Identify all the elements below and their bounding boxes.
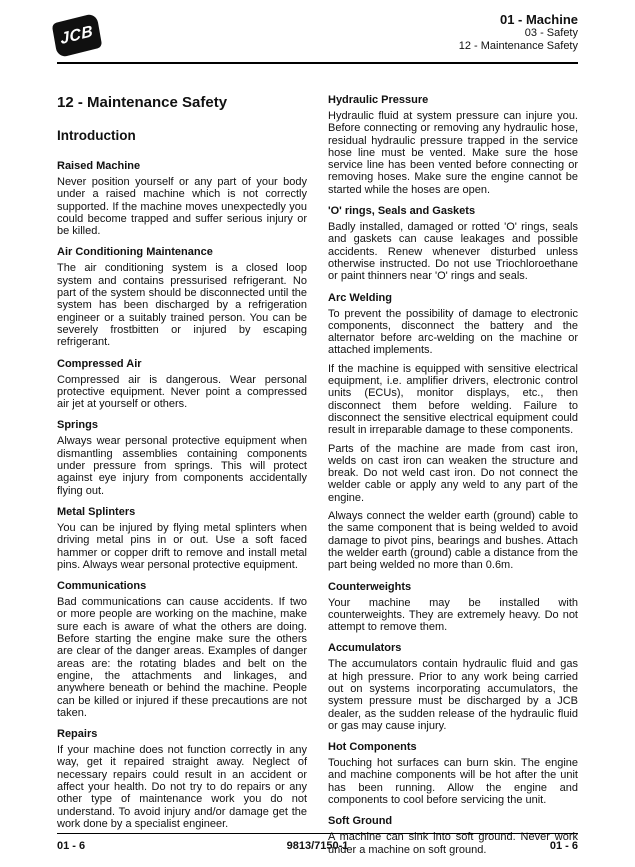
jcb-logo [55, 19, 115, 52]
section-paragraph: The air conditioning system is a closed loop system and contains pressurised refrigerant. No part of the system should be disconnected until the system has been discharged by a refrigeration engineer or a suitably trained person. You can be severely frostbitten or injured by escaping refrigerant. [57, 262, 307, 349]
intro-heading: Introduction [57, 128, 136, 143]
header-section: 03 - Safety [524, 27, 578, 39]
section-paragraph: Badly installed, damaged or rotted 'O' rings, seals and gaskets can cause leakages and possible accidents. Renew whenever disturbed unless otherwise instructed. Do not use Triochloroethane or paint thinners near 'O' rings and seals. [328, 221, 578, 283]
jcb-logo-shape [53, 14, 101, 57]
page-header [57, 12, 578, 62]
section-paragraph: The accumulators contain hydraulic fluid and gas at high pressure. Prior to any work being carried out on systems incorporating accumulators, the system pressure must be discharged by a JCB dealer, as the sudden release of the hydraulic fluid or gas may cause injury. [328, 658, 578, 732]
section-paragraph: If your machine does not function correctly in any way, get it repaired straight away. Neglect of necessary repairs could result in an accident or affect your health. Do not try to do repairs or any other type of maintenance work you do not understand. To avoid injury and/or damage get the work done by a specialist engineer. [57, 744, 307, 830]
section-arc-welding [328, 292, 578, 572]
section-heading: Springs [57, 419, 98, 432]
section-heading: Communications [57, 580, 147, 593]
section-heading: Soft Ground [328, 815, 393, 828]
section-heading: Counterweights [328, 580, 412, 593]
header-chapter: 01 - Machine [499, 12, 578, 27]
section-o-rings-seals-gaskets [328, 205, 578, 282]
section-paragraph: To prevent the possibility of damage to electronic components, disconnect the battery and the alternator before arc-welding on the machine or attached implements. [328, 307, 578, 357]
document-body [57, 94, 578, 862]
section-heading: Metal Splinters [57, 505, 136, 518]
section-air-conditioning-maintenance [57, 246, 307, 348]
section-heading: Compressed Air [57, 357, 142, 370]
page-title: 12 - Maintenance Safety [57, 94, 228, 111]
header-subsection: 12 - Maintenance Safety [458, 40, 578, 52]
header-divider [57, 62, 578, 64]
left-column [57, 94, 307, 862]
section-paragraph: You can be injured by flying metal splinters when driving metal pins in or out. Use a soft faced hammer or copper drift to remove and install metal pins. Always wear personal protective equipment. [57, 521, 307, 571]
section-paragraph: Compressed air is dangerous. Wear personal protective equipment. Never point a compressed air jet at yourself or others. [57, 373, 307, 411]
section-paragraph: Bad communications can cause accidents. If two or more people are working on the machine, make sure each is aware of what the others are doing. Before starting the engine make sure the others are clear of the danger areas. Examples of danger areas are: the rotating blades and belt on the engine, the attachments and linkages, and anywhere beneath or behind the machine. People can be killed or injured if these precautions are not taken. [57, 596, 307, 719]
section-heading: Accumulators [328, 642, 402, 655]
section-hot-components [328, 741, 578, 806]
section-accumulators [328, 642, 578, 732]
section-heading: Raised Machine [57, 160, 141, 172]
section-heading: Arc Welding [328, 291, 392, 304]
section-paragraph: Never position yourself or any part of your body under a raised machine which is not correctly supported. If the machine moves unexpectedly you could become trapped and suffer serious injury or be killed. [57, 176, 307, 238]
section-heading: Air Conditioning Maintenance [57, 246, 213, 259]
section-springs [57, 419, 307, 496]
section-hydraulic-pressure [328, 94, 578, 196]
jcb-logo-text: JCB [59, 22, 95, 48]
section-heading: Repairs [57, 728, 98, 741]
section-metal-splinters [57, 506, 307, 571]
section-heading: 'O' rings, Seals and Gaskets [328, 205, 476, 218]
right-column [328, 94, 578, 862]
section-paragraph: A machine can sink into soft ground. Never work under a machine on soft ground. [328, 831, 578, 856]
header-breadcrumb [459, 12, 578, 53]
footer-publication-number: 9813/7150-1 [286, 840, 349, 852]
section-paragraph: Hydraulic fluid at system pressure can injure you. Before connecting or removing any hydraulic hose, residual hydraulic pressure trapped in the service hose line must be vented. Make sure the hose service line has been vented before connecting or removing hoses. Make sure the engine cannot be started while the hoses are open. [328, 110, 578, 196]
section-paragraph: Always wear personal protective equipment when dismantling assemblies containing components under pressure from springs. This will protect against eye injury from components accidentally flying out. [57, 435, 307, 497]
section-raised-machine [57, 160, 307, 237]
section-paragraph: Touching hot surfaces can burn skin. The engine and machine components will be hot after the unit has been running. Allow the engine and components to cool before servicing the unit. [328, 757, 578, 807]
section-compressed-air [57, 358, 307, 411]
section-repairs [57, 728, 307, 830]
section-heading: Hydraulic Pressure [328, 94, 429, 106]
section-paragraph: Your machine may be installed with counterweights. They are extremely heavy. Do not attempt to remove them. [328, 596, 578, 634]
section-paragraph: If the machine is equipped with sensitive electrical equipment, i.e. amplifier drivers, electronic control units (ECUs), monitor displays, etc., then disconnect them before welding. Failure to disconnect the sensitive electrical equipment could result in irreparable damage to these components. [328, 362, 578, 437]
section-heading: Hot Components [328, 741, 417, 754]
section-counterweights [328, 581, 578, 634]
section-paragraph: Parts of the machine are made from cast iron, welds on cast iron can weaken the structure and break. Do not weld cast iron. Do not connect the welder cable or apply any weld to any part of the engine. [328, 442, 578, 504]
section-communications [57, 580, 307, 719]
footer-page-number-left: 01 - 6 [57, 840, 86, 852]
page-footer [57, 833, 578, 852]
footer-page-number-right: 01 - 6 [549, 840, 578, 852]
section-paragraph: Always connect the welder earth (ground) cable to the same component that is being welded to avoid damage to pivot pins, bearings and bushes. Attach the welder earth (ground) cable a distance from the part being welded no more than 0.6m. [328, 510, 578, 572]
footer-divider [57, 833, 578, 834]
